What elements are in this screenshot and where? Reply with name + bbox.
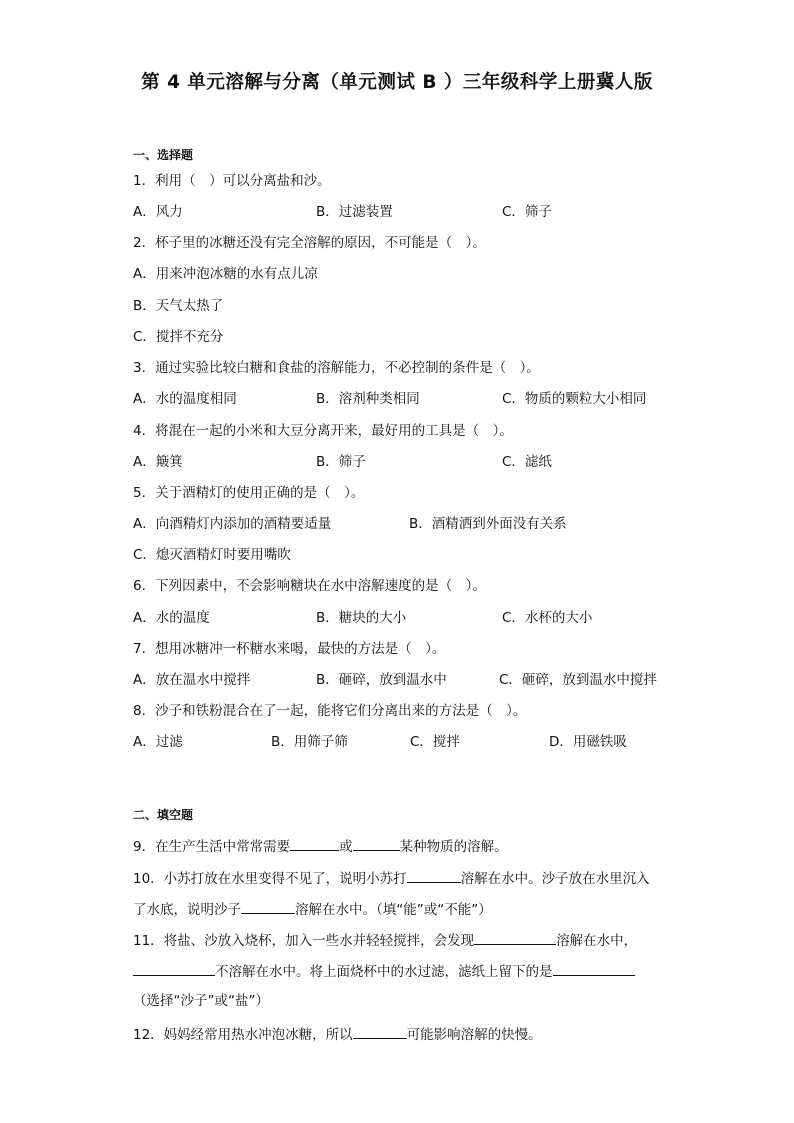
q3-option-a: A．水的温度相同 (133, 391, 237, 407)
q11-blank-1[interactable] (474, 930, 556, 945)
page-title: 第 4 单元溶解与分离（单元测试 B ）三年级科学上册冀人版 (141, 72, 653, 93)
q11-text-1: 11．将盐、沙放入烧杯，加入一些水并轻轻搅拌，会发现 (133, 933, 475, 949)
q5-option-b: B．酒精洒到外面没有关系 (409, 516, 567, 532)
q8-option-c: C．搅拌 (410, 734, 460, 750)
question-11 (133, 930, 637, 950)
q10-blank-1[interactable] (407, 868, 461, 883)
section-heading-choice: 一、选择题 (133, 148, 194, 162)
section-heading-fill: 二、填空题 (133, 808, 194, 822)
q12-text-2: 可能影响溶解的快慢。 (406, 1027, 542, 1043)
q11-text-3: 不溶解在水中。将上面烧杯中的水过滤，滤纸上留下的是 (215, 964, 553, 980)
q5-option-a: A．向酒精灯内添加的酒精要适量 (133, 516, 332, 532)
q11-blank-2[interactable] (133, 961, 215, 976)
question-6: 6．下列因素中，不会影响糖块在水中溶解速度的是（ ）。 (133, 578, 486, 594)
q9-blank-1[interactable] (290, 836, 339, 851)
q3-option-b: B．溶剂种类相同 (316, 391, 420, 407)
q10-text-3: 了水底，说明沙子 (133, 902, 241, 918)
question-8: 8．沙子和铁粉混合在了一起，能将它们分离出来的方法是（ ）。 (133, 703, 527, 719)
q1-option-b: B．过滤装置 (316, 204, 393, 220)
q4-option-c: C．滤纸 (502, 454, 552, 470)
q12-blank-1[interactable] (353, 1024, 407, 1039)
q12-text-1: 12．妈妈经常用热水冲泡冰糖，所以 (133, 1027, 353, 1043)
q8-option-d: D．用磁铁吸 (549, 734, 627, 750)
question-12 (133, 1024, 542, 1044)
q4-option-a: A．簸箕 (133, 454, 183, 470)
q6-option-a: A．水的温度 (133, 610, 210, 626)
question-10 (133, 868, 650, 888)
q6-option-b: B．糖块的大小 (316, 610, 407, 626)
q2-option-b: B．天气太热了 (133, 298, 224, 314)
q9-blank-2[interactable] (353, 836, 400, 851)
question-5: 5．关于酒精灯的使用正确的是（ ）。 (133, 485, 365, 501)
question-4: 4．将混在一起的小米和大豆分离开来，最好用的工具是（ ）。 (133, 423, 513, 439)
q9-text-1: 9．在生产生活中常常需要 (133, 839, 291, 855)
q3-option-c: C．物质的颗粒大小相同 (502, 391, 647, 407)
q2-option-a: A．用来冲泡冰糖的水有点儿凉 (133, 266, 318, 282)
q10-text-2: 溶解在水中。沙子放在水里沉入 (460, 871, 650, 887)
q9-text-2: 或 (339, 839, 353, 855)
q1-option-c: C．筛子 (502, 204, 552, 220)
question-7: 7．想用冰糖冲一杯糖水来喝，最快的方法是（ ）。 (133, 641, 446, 657)
q5-option-c: C．熄灭酒精灯时要用嘴吹 (133, 547, 291, 563)
q11-text-2: 溶解在水中， (556, 933, 638, 949)
q1-option-a: A．风力 (133, 204, 183, 220)
question-10-cont (133, 899, 492, 919)
q10-text-4: 溶解在水中。（填“能”或“不能”） (295, 902, 492, 918)
question-3: 3．通过实验比较白糖和食盐的溶解能力，不必控制的条件是（ ）。 (133, 360, 540, 376)
q2-option-c: C．搅拌不充分 (133, 329, 224, 345)
q8-option-a: A．过滤 (133, 734, 183, 750)
question-2: 2．杯子里的冰糖还没有完全溶解的原因，不可能是（ ）。 (133, 235, 486, 251)
q8-option-b: B．用筛子筛 (271, 734, 348, 750)
question-11-cont (133, 961, 635, 981)
q11-blank-3[interactable] (553, 961, 635, 976)
q7-option-a: A．放在温水中搅拌 (133, 672, 251, 688)
q6-option-c: C．水杯的大小 (502, 610, 593, 626)
question-9 (133, 836, 508, 856)
question-1: 1．利用（ ）可以分离盐和沙。 (133, 173, 331, 189)
q10-blank-2[interactable] (241, 899, 295, 914)
q7-option-b: B．砸碎，放到温水中 (316, 672, 447, 688)
q4-option-b: B．筛子 (316, 454, 366, 470)
q10-text-1: 10．小苏打放在水里变得不见了，说明小苏打 (133, 871, 407, 887)
q11-text-4: （选择“沙子”或“盐”） (133, 993, 269, 1009)
q7-option-c: C．砸碎，放到温水中搅拌 (499, 672, 657, 688)
q9-text-3: 某种物质的溶解。 (399, 839, 508, 855)
